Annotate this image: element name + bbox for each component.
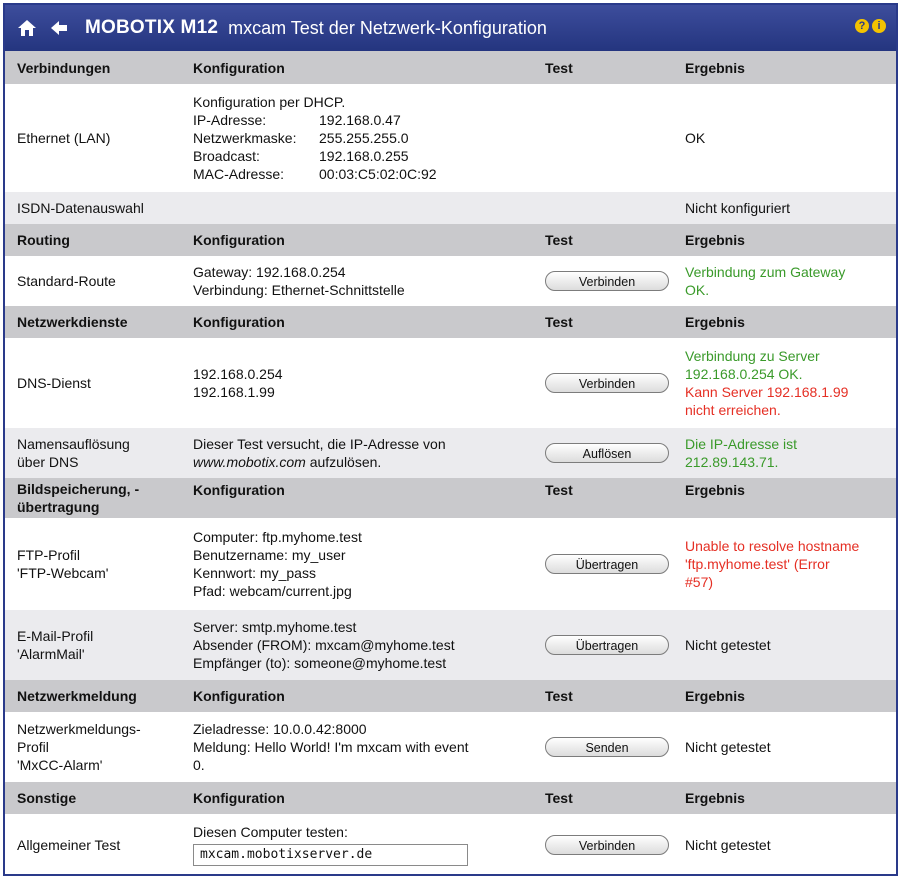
header-col-category: Verbindungen (17, 59, 111, 76)
help-icons (855, 19, 886, 33)
config-kv-broadcast: Broadcast: 192.168.0.255 (193, 148, 409, 164)
row-result: Nicht konfiguriert (685, 200, 791, 216)
brand-label: MOBOTIX M12 (85, 17, 219, 38)
header-col-config: Konfiguration (193, 59, 285, 76)
header-col-config: Konfiguration (193, 688, 285, 704)
header-col-test: Test (545, 59, 573, 76)
home-icon[interactable] (15, 16, 39, 40)
result-line: 212.89.143.71. (685, 454, 779, 470)
section-header-verbindungen (5, 51, 896, 84)
verbinden-button[interactable]: Verbinden (545, 271, 669, 291)
header-line: Bildspeicherung, - (17, 481, 140, 497)
label-line: E-Mail-Profil (17, 628, 94, 644)
row-result (685, 263, 890, 299)
row-result: Nicht getestet (685, 637, 771, 653)
row-ethernet (5, 84, 896, 192)
aufloesen-button[interactable]: Auflösen (545, 443, 669, 463)
row-label (17, 546, 187, 582)
uebertragen-button[interactable]: Übertragen (545, 554, 669, 574)
result-line-ok: Verbindung zu Server (685, 348, 820, 364)
config-line: Meldung: Hello World! I'm mxcam with event (193, 739, 469, 755)
row-network-message (5, 712, 896, 782)
row-test (545, 835, 675, 855)
config-link: www.mobotix.com (193, 454, 306, 470)
header-col-category (17, 480, 187, 516)
header-col-result: Ergebnis (685, 790, 745, 806)
verbinden-button[interactable]: Verbinden (545, 835, 669, 855)
label-line: 'FTP-Webcam' (17, 565, 109, 581)
header-col-test: Test (545, 790, 573, 806)
row-test (545, 373, 675, 393)
row-label (17, 720, 187, 774)
header-col-result: Ergebnis (685, 688, 745, 704)
header-col-result: Ergebnis (685, 482, 745, 498)
header-col-config: Konfiguration (193, 314, 285, 330)
header-col-test: Test (545, 314, 573, 330)
row-test (545, 737, 675, 757)
header-col-test: Test (545, 482, 573, 498)
row-label: Allgemeiner Test (17, 837, 121, 853)
row-label: Standard-Route (17, 273, 116, 289)
result-line: OK. (685, 282, 710, 298)
row-test (545, 554, 675, 574)
section-header-sonstige (5, 782, 896, 814)
config-line: Pfad: webcam/current.jpg (193, 583, 352, 599)
label-line: FTP-Profil (17, 547, 80, 563)
row-config (193, 824, 533, 866)
senden-button[interactable]: Senden (545, 737, 669, 757)
config-line: Absender (FROM): mxcam@myhome.test (193, 637, 455, 653)
row-config (193, 435, 533, 471)
row-result: Nicht getestet (685, 837, 771, 853)
row-test (545, 443, 675, 463)
config-line: 192.168.1.99 (193, 384, 275, 400)
header-col-result: Ergebnis (685, 59, 745, 76)
label-line: Profil (17, 739, 49, 755)
computer-address-input[interactable]: mxcam.mobotixserver.de (193, 844, 468, 866)
verbinden-button[interactable]: Verbinden (545, 373, 669, 393)
result-line-ok: 192.168.0.254 OK. (685, 366, 803, 382)
config-line: Gateway: 192.168.0.254 (193, 264, 346, 280)
row-label (17, 627, 187, 663)
row-label: DNS-Dienst (17, 375, 91, 391)
row-isdn (5, 192, 896, 224)
row-config (193, 528, 533, 600)
row-result (685, 347, 890, 419)
header-col-category: Sonstige (17, 790, 77, 806)
result-line-error: nicht erreichen. (685, 402, 781, 418)
uebertragen-button[interactable]: Übertragen (545, 635, 669, 655)
row-config (193, 365, 533, 401)
row-config (193, 93, 533, 183)
config-line: Zieladresse: 10.0.0.42:8000 (193, 721, 367, 737)
header-col-config: Konfiguration (193, 790, 285, 806)
result-line: 'ftp.myhome.test' (Error (685, 556, 830, 572)
config-kv-mac: MAC-Adresse: 00:03:C5:02:0C:92 (193, 166, 437, 182)
help-icon[interactable]: ? (855, 19, 869, 33)
config-line: Kennwort: my_pass (193, 565, 316, 581)
label-line: Netzwerkmeldungs- (17, 721, 141, 737)
row-dns (5, 338, 896, 428)
header-col-test: Test (545, 688, 573, 704)
row-standard-route (5, 256, 896, 306)
config-kv-netmask: Netzwerkmaske: 255.255.255.0 (193, 130, 409, 146)
header-col-result: Ergebnis (685, 314, 745, 330)
row-config (193, 263, 533, 299)
row-general-test (5, 814, 896, 876)
row-result: OK (685, 130, 706, 146)
row-result (685, 435, 890, 471)
row-config (193, 720, 533, 774)
row-label: Ethernet (LAN) (17, 130, 111, 146)
label-line: 'AlarmMail' (17, 646, 85, 662)
back-arrow-icon[interactable] (47, 16, 71, 40)
config-kv-ip: IP-Adresse: 192.168.0.47 (193, 112, 401, 128)
info-icon[interactable]: i (872, 19, 886, 33)
config-line: Server: smtp.myhome.test (193, 619, 357, 635)
label-line: über DNS (17, 454, 79, 470)
row-config (193, 618, 533, 672)
row-result: Nicht getestet (685, 739, 771, 755)
label-line: Namensauflösung (17, 436, 130, 452)
config-line: 0. (193, 757, 205, 773)
row-email-profile (5, 610, 896, 680)
section-header-netzwerkdienste (5, 306, 896, 338)
config-line: Diesen Computer testen: (193, 824, 348, 840)
section-header-netzwerkmeldung (5, 680, 896, 712)
config-line: Verbindung: Ethernet-Schnittstelle (193, 282, 405, 298)
row-label: ISDN-Datenauswahl (17, 200, 144, 216)
row-dns-resolution (5, 428, 896, 478)
title-bar (5, 5, 896, 51)
section-header-bildspeicherung (5, 478, 896, 518)
row-label (17, 435, 187, 471)
result-line-error: Kann Server 192.168.1.99 (685, 384, 849, 400)
row-test (545, 271, 675, 291)
config-line: Empfänger (to): someone@myhome.test (193, 655, 447, 671)
row-test (545, 635, 675, 655)
header-line: übertragung (17, 499, 100, 515)
result-line: Verbindung zum Gateway (685, 264, 846, 280)
config-line: 192.168.0.254 (193, 366, 283, 382)
header-col-config: Konfiguration (193, 482, 285, 498)
page-title: mxcam Test der Netzwerk-Konfiguration (228, 17, 547, 38)
header-col-test: Test (545, 232, 573, 248)
result-line: #57) (685, 574, 714, 590)
window-frame (3, 3, 898, 876)
config-line: Benutzername: my_user (193, 547, 346, 563)
header-col-category: Routing (17, 232, 70, 248)
section-header-routing (5, 224, 896, 256)
result-line: Unable to resolve hostname (685, 538, 860, 554)
header-col-result: Ergebnis (685, 232, 745, 248)
header-col-category: Netzwerkmeldung (17, 688, 137, 704)
result-line: Die IP-Adresse ist (685, 436, 798, 452)
label-line: 'MxCC-Alarm' (17, 757, 103, 773)
config-line: Computer: ftp.myhome.test (193, 529, 362, 545)
row-result (685, 537, 890, 591)
config-line: Dieser Test versucht, die IP-Adresse von (193, 436, 446, 452)
header-col-config: Konfiguration (193, 232, 285, 248)
config-line: Konfiguration per DHCP. (193, 94, 346, 110)
row-ftp-profile (5, 518, 896, 610)
header-col-category: Netzwerkdienste (17, 314, 128, 330)
config-line: www.mobotix.com aufzulösen. (193, 454, 382, 470)
